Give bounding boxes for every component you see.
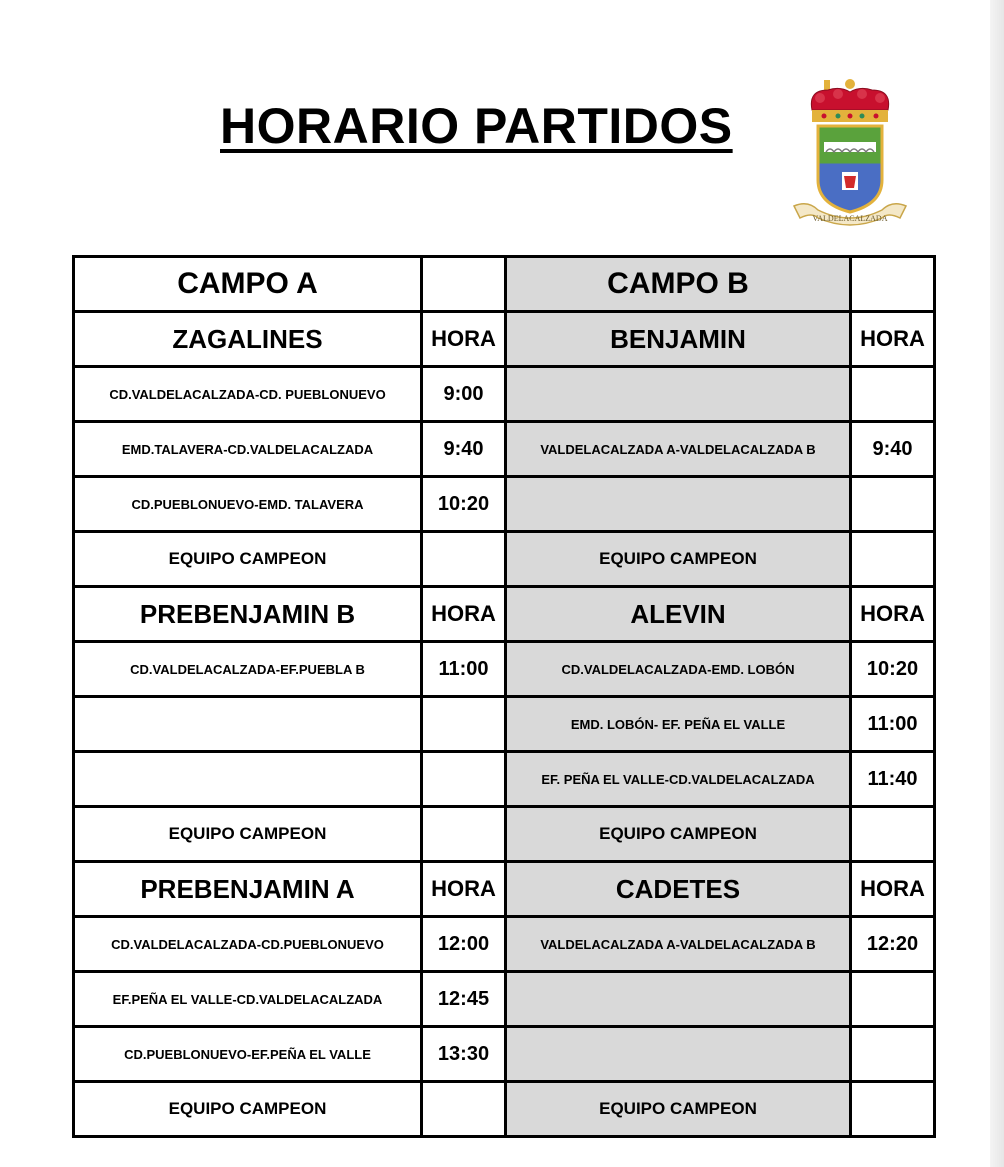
champion-b-label: EQUIPO CAMPEON bbox=[506, 1082, 851, 1137]
hora-a-label: HORA bbox=[422, 587, 506, 642]
match-a-teams: CD.VALDELACALZADA-CD.PUEBLONUEVO bbox=[74, 917, 422, 972]
category-a-label: PREBENJAMIN B bbox=[74, 587, 422, 642]
champion-row bbox=[74, 532, 935, 587]
match-b-time: 11:40 bbox=[851, 752, 935, 807]
match-b-teams: CD.VALDELACALZADA-EMD. LOBÓN bbox=[506, 642, 851, 697]
campo-a-header: CAMPO A bbox=[74, 257, 422, 312]
match-a-teams: CD.VALDELACALZADA-EF.PUEBLA B bbox=[74, 642, 422, 697]
category-row bbox=[74, 862, 935, 917]
match-a-teams: CD.PUEBLONUEVO-EMD. TALAVERA bbox=[74, 477, 422, 532]
match-a-teams: CD.VALDELACALZADA-CD. PUEBLONUEVO bbox=[74, 367, 422, 422]
match-row bbox=[74, 752, 935, 807]
hora-a-label: HORA bbox=[422, 312, 506, 367]
hora-b-label: HORA bbox=[851, 312, 935, 367]
match-row bbox=[74, 422, 935, 477]
match-b-time bbox=[851, 1082, 935, 1137]
category-b-label: ALEVIN bbox=[506, 587, 851, 642]
category-b-label: BENJAMIN bbox=[506, 312, 851, 367]
match-b-teams: VALDELACALZADA A-VALDELACALZADA B bbox=[506, 917, 851, 972]
category-row bbox=[74, 587, 935, 642]
hora-b-label: HORA bbox=[851, 587, 935, 642]
champion-row bbox=[74, 1082, 935, 1137]
match-b-teams bbox=[506, 477, 851, 532]
match-b-time: 11:00 bbox=[851, 697, 935, 752]
champion-b-label: EQUIPO CAMPEON bbox=[506, 807, 851, 862]
champion-b-label: EQUIPO CAMPEON bbox=[506, 532, 851, 587]
match-a-teams: EF.PEÑA EL VALLE-CD.VALDELACALZADA bbox=[74, 972, 422, 1027]
match-a-teams bbox=[74, 752, 422, 807]
champion-a-label: EQUIPO CAMPEON bbox=[74, 1082, 422, 1137]
page-title: HORARIO PARTIDOS bbox=[220, 98, 733, 154]
page-edge-shadow bbox=[990, 0, 1004, 1167]
empty-cell bbox=[851, 257, 935, 312]
match-a-time bbox=[422, 697, 506, 752]
match-b-time bbox=[851, 972, 935, 1027]
champion-a-label: EQUIPO CAMPEON bbox=[74, 807, 422, 862]
match-row bbox=[74, 477, 935, 532]
category-row bbox=[74, 312, 935, 367]
category-a-label: PREBENJAMIN A bbox=[74, 862, 422, 917]
schedule-table bbox=[72, 255, 936, 1138]
match-a-time: 12:00 bbox=[422, 917, 506, 972]
match-a-time: 13:30 bbox=[422, 1027, 506, 1082]
hora-b-label: HORA bbox=[851, 862, 935, 917]
match-a-time: 11:00 bbox=[422, 642, 506, 697]
match-row bbox=[74, 642, 935, 697]
category-b-label: CADETES bbox=[506, 862, 851, 917]
match-b-time bbox=[851, 807, 935, 862]
match-row bbox=[74, 972, 935, 1027]
match-a-time: 9:40 bbox=[422, 422, 506, 477]
match-b-time bbox=[851, 532, 935, 587]
match-b-teams: VALDELACALZADA A-VALDELACALZADA B bbox=[506, 422, 851, 477]
match-a-time bbox=[422, 807, 506, 862]
match-row bbox=[74, 917, 935, 972]
field-header-row bbox=[74, 257, 935, 312]
match-a-time bbox=[422, 532, 506, 587]
town-crest-logo bbox=[788, 76, 912, 228]
match-a-teams: EMD.TALAVERA-CD.VALDELACALZADA bbox=[74, 422, 422, 477]
match-a-time: 9:00 bbox=[422, 367, 506, 422]
match-a-time bbox=[422, 1082, 506, 1137]
match-a-time: 12:45 bbox=[422, 972, 506, 1027]
match-a-time: 10:20 bbox=[422, 477, 506, 532]
match-b-teams: EMD. LOBÓN- EF. PEÑA EL VALLE bbox=[506, 697, 851, 752]
match-b-teams: EF. PEÑA EL VALLE-CD.VALDELACALZADA bbox=[506, 752, 851, 807]
match-row bbox=[74, 697, 935, 752]
match-b-time bbox=[851, 1027, 935, 1082]
match-b-teams bbox=[506, 367, 851, 422]
campo-b-header: CAMPO B bbox=[506, 257, 851, 312]
match-b-time: 9:40 bbox=[851, 422, 935, 477]
match-a-teams bbox=[74, 697, 422, 752]
match-row bbox=[74, 1027, 935, 1082]
champion-row bbox=[74, 807, 935, 862]
match-b-time bbox=[851, 477, 935, 532]
match-b-teams bbox=[506, 972, 851, 1027]
match-b-teams bbox=[506, 1027, 851, 1082]
svg-text:VALDELACALZADA: VALDELACALZADA bbox=[812, 214, 888, 223]
hora-a-label: HORA bbox=[422, 862, 506, 917]
champion-a-label: EQUIPO CAMPEON bbox=[74, 532, 422, 587]
match-a-teams: CD.PUEBLONUEVO-EF.PEÑA EL VALLE bbox=[74, 1027, 422, 1082]
match-b-time: 10:20 bbox=[851, 642, 935, 697]
category-a-label: ZAGALINES bbox=[74, 312, 422, 367]
match-b-time: 12:20 bbox=[851, 917, 935, 972]
match-row bbox=[74, 367, 935, 422]
match-a-time bbox=[422, 752, 506, 807]
match-b-time bbox=[851, 367, 935, 422]
empty-cell bbox=[422, 257, 506, 312]
